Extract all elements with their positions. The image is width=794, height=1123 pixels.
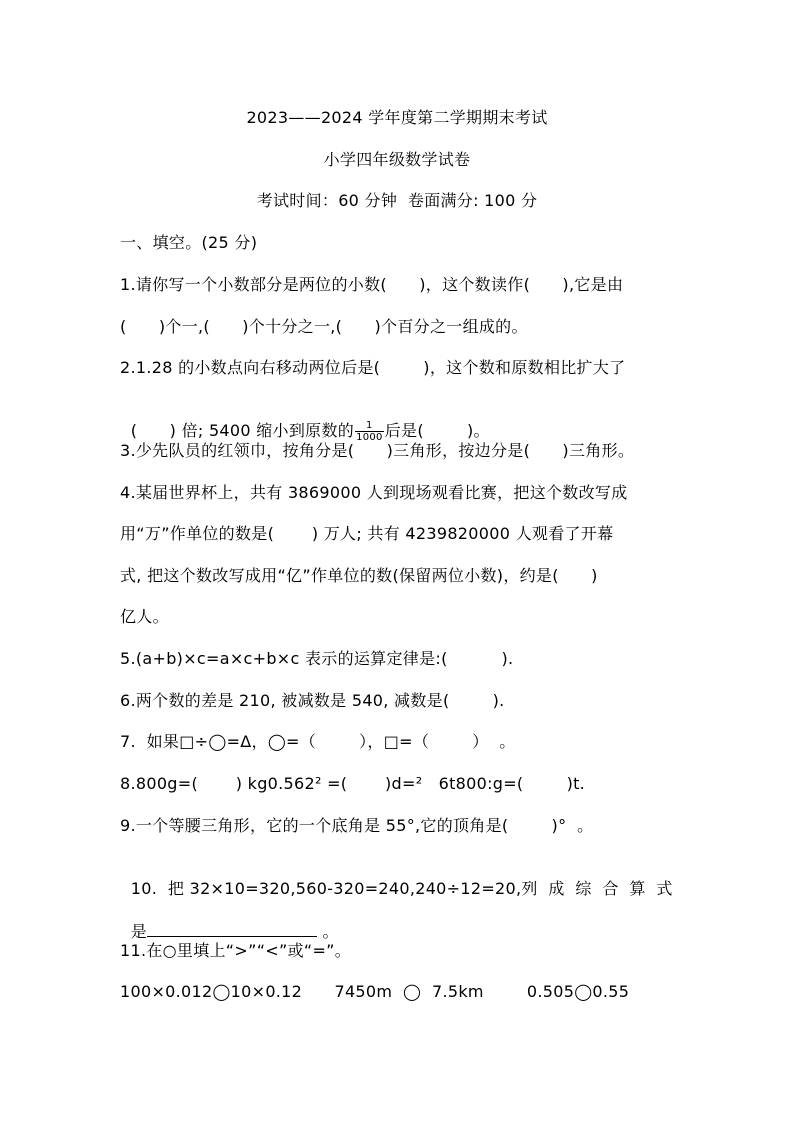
- exam-info: 考试时间：60 分钟 卷面满分: 100 分: [256, 191, 538, 210]
- question-11-line-2: 100×0.012◯10×0.12 7450m ◯ 7.5km 0.505◯0.55: [120, 982, 630, 1001]
- answer-blank-line: [147, 920, 317, 937]
- exam-title: 2023——2024 学年度第二学期期末考试: [246, 108, 548, 127]
- question-7: 7. 如果□÷◯=Δ，◯=（ ），□=（ ） 。: [120, 732, 516, 751]
- question-4-line-1: 4.某届世界杯上，共有 3869000 人到现场观看比赛，把这个数改写成: [120, 483, 628, 502]
- fraction-denominator: 1000: [356, 432, 383, 443]
- question-10-line-1: [120, 856, 683, 900]
- question-8: 8.800g=( ) kg0.562² =( )d=² 6t800:g=( )t.: [120, 774, 586, 793]
- question-10-spaced-text: 列成综合算式: [521, 879, 684, 898]
- question-2-text-after-fraction: 后是( )。: [384, 421, 490, 440]
- question-4-line-2: 用“万”作单位的数是( ) 万人; 共有 4239820000 人观看了开幕: [120, 524, 614, 543]
- question-10-prefix: 是: [130, 922, 148, 941]
- question-4-line-4: 亿人。: [120, 607, 169, 626]
- fraction-numerator: 1: [355, 420, 384, 432]
- question-5: 5.(a+b)×c=a×c+b×c 表示的运算定律是:( ).: [120, 649, 514, 668]
- section-heading: 一、填空。(25 分): [120, 233, 258, 252]
- question-2-line-1: 2.1.28 的小数点向右移动两位后是( )，这个数和原数相比扩大了: [120, 358, 626, 377]
- question-6: 6.两个数的差是 210, 被减数是 540, 减数是( ).: [120, 691, 505, 710]
- question-11-line-1: 11.在○里填上“>”“<”或“=”。: [120, 941, 352, 960]
- question-4-line-3: 式, 把这个数改写成用“亿”作单位的数(保留两位小数)，约是( ): [120, 566, 598, 585]
- question-10-line-2: [120, 898, 339, 943]
- question-1-line-1: 1.请你写一个小数部分是两位的小数( )，这个数读作( ),它是由: [120, 275, 624, 294]
- question-9: 9.一个等腰三角形，它的一个底角是 55°,它的顶角是( )° 。: [120, 816, 594, 835]
- question-1-line-2: ( )个一,( )个十分之一,( )个百分之一组成的。: [120, 317, 528, 336]
- question-2-line-2: [120, 398, 490, 443]
- question-3: 3.少先队员的红领巾，按角分是( )三角形，按边分是( )三角形。: [120, 441, 635, 460]
- question-10-text: 10. 把 32×10=320,560-320=240,240÷12=20,: [130, 879, 522, 898]
- question-10-suffix: 。: [317, 922, 339, 941]
- exam-subtitle: 小学四年级数学试卷: [323, 150, 471, 169]
- question-2-text-before-fraction: ( ) 倍; 5400 缩小到原数的: [130, 421, 355, 440]
